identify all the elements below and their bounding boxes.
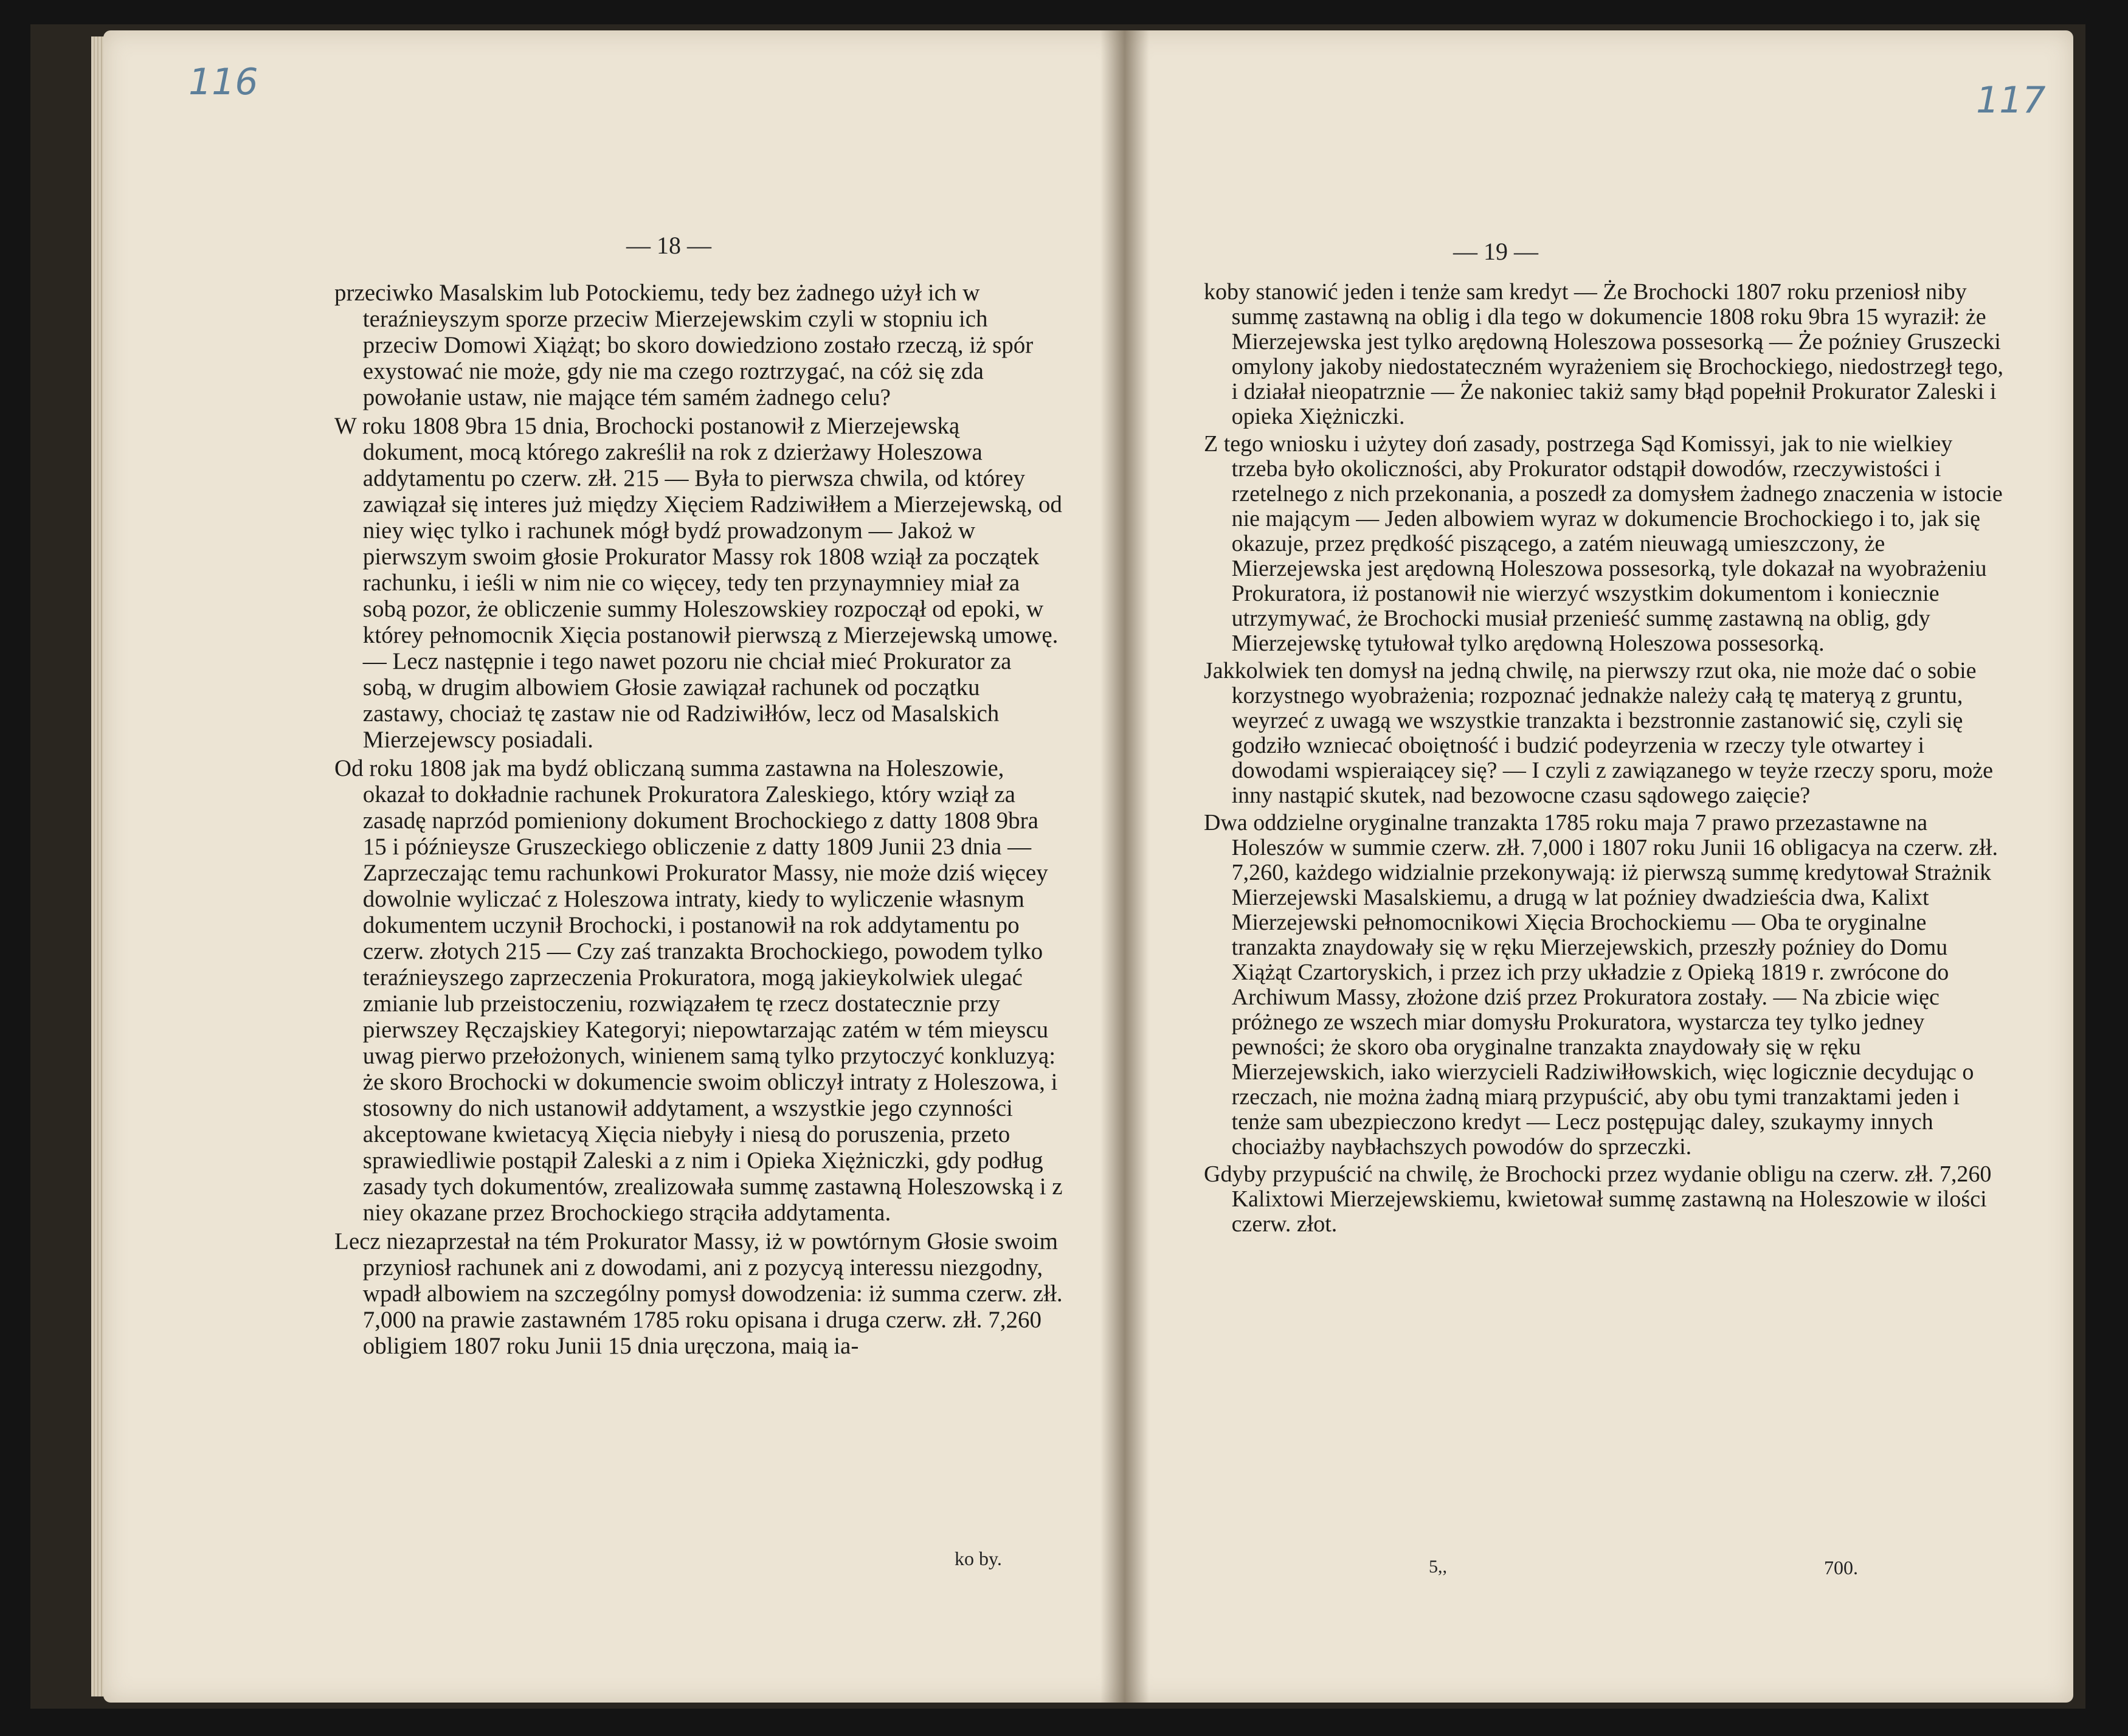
paragraph: Z tego wniosku i użytey doń zasady, postrzega Sąd Komissyi, jak to nie wielkiey trzeba było okoliczności, aby Prokurator odstąpił dowodów, rzeczywistości i rzetelnego z nich przekonania, a poszedł za domysłem żadnego znaczenia w istocie nie mającym — Jeden albowiem wyraz w dokumencie Brochockiego i to, jak się okazuje, przez prędkość piszącego, a zatém nieuwagą umieszczony, że Mierzejewska jest arędowną Holeszowa possesorką, tyle dokazał na wyobrażeniu Prokuratora, iż postanowił nie wierzyć wszystkim dokumentom i koniecznie utrzymywać, że Brochocki musiał przenieść summę zastawną na oblig, gdy Mierzejewskę tytułował tylko arędowną Holeszowa possesorką.	[1204, 431, 2003, 656]
page-number-right: — 19 —	[1453, 238, 1538, 265]
catchword-left: ko by.	[955, 1548, 1002, 1569]
paragraph: W roku 1808 9bra 15 dnia, Brochocki postanowił z Mierzejewską dokument, mocą którego zakreślił na rok z dzierżawy Holeszowa addytamentu po czerw. złł. 215 — Była to pierwsza chwila, od którey zawiązał się interes już między Xięciem Radziwiłłem a Mierzejewską, od niey więc tylko i rachunek mógł bydź prowadzonym — Jakoż w pierwszym swoim głosie Prokurator Massy rok 1808 wziął za początek rachunku, i ieśli w nim nie co więcey, tedy ten przynaymniey miał za sobą pozor, że obliczenie summy Holeszowskiey rozpoczął od epoki, w którey pełnomocnik Xięcia postanowił pierwszą z Mierzejewską umowę. — Lecz następnie i tego nawet pozoru nie chciał mieć Prokurator za sobą, w drugim albowiem Głosie zawiązał rachunek od początku zastawy, chociaż tę zastaw nie od Radziwiłłów, lecz od Masalskich Mierzejewscy posiadali.	[334, 413, 1062, 753]
signature-mark: 5,,	[1429, 1557, 1447, 1577]
left-page-text	[334, 280, 1064, 1361]
catchword-right: 700.	[1824, 1557, 1858, 1579]
paragraph: Lecz niezaprzestał na tém Prokurator Massy, iż w powtórnym Głosie swoim przyniosł rachunek ani z dowodami, ani z pozycyą interessu niezgodny, wpadł albowiem na szczególny pomysł dowodzenia: iż summa czerw. złł. 7,000 na prawie zastawném 1785 roku opisana i druga czerw. złł. 7,260 obligiem 1807 roku Junii 15 dnia uręczona, maią ia-	[334, 1228, 1063, 1359]
left-page	[103, 30, 1125, 1703]
folio-mark-right: 117	[1976, 79, 2046, 122]
paragraph: Gdyby przypuścić na chwilę, że Brochocki przez wydanie obligu na czerw. złł. 7,260 Kalixtowi Mierzejewskiemu, kwietował summę zastawną na Holeszowie w ilości czerw. złot.	[1204, 1161, 1992, 1237]
paragraph: Jakkolwiek ten domysł na jedną chwilę, na pierwszy rzut oka, nie może dać o sobie korzystnego wyobrażenia; rozpoznać jednakże należy całą tę materyą z gruntu, weyrzeć z uwagą we wszystkie tranzakta i bezstronnie zastanowić się, czyli się godziło wzniecać oboiętność i budzić podeyrzenia w rzeczy tyle otwartey i dowodami wspieraiącey się? — I czyli z zawiązanego w teyże rzeczy sporu, może inny nastąpić skutek, nad bezowocne czasu sądowego zaięcie?	[1204, 658, 1993, 808]
paragraph: przeciwko Masalskim lub Potockiemu, tedy bez żadnego użył ich w teraźnieyszym sporze przeciw Mierzejewskim czyli w stopniu ich przeciw Domowi Xiążąt; bo skoro dowiedziono zostało rzeczą, iż spór exystować nie może, gdy nie ma czego roztrzygać, na cóż się zda powołanie ustaw, nie mające tém samém żadnego celu?	[334, 280, 1034, 410]
paragraph: Dwa oddzielne oryginalne tranzakta 1785 roku maja 7 prawo przezastawne na Holeszów w summie czerw. złł. 7,000 i 1807 roku Junii 16 obligacya na czerw. złł. 7,260, każdego widzialnie przekonywają: iż pierwszą summę kredytował Strażnik Mierzejewski Masalskiemu, a drugą w lat poźniey dwadzieścia dwa, Kalixt Mierzejewski pełnomocnikowi Xięcia Brochockiemu — Oba te oryginalne tranzakta znaydowały się w ręku Mierzejewskich, przeszły poźniey do Domu Xiążąt Czartoryskich, i przez ich przy układzie z Opieką 1819 r. zwrócone do Archiwum Massy, złożone dziś przez Prokuratora zostały. — Na zbicie więc próżnego ze wszech miar domysłu Prokuratora, wystarcza tey tylko jedney pewności; że skoro oba oryginalne tranzakta znaydowały się w ręku Mierzejewskich, iako wierzycieli Radziwiłłowskich, więc logicznie decydując o rzeczach, nie można żadną miarą przypuścić, aby obu tymi tranzaktami jeden i tenże sam ubezpieczono kredyt — Lecz postępując daley, szukaymy innych chociażby naybłachszych powodów do sprzeczki.	[1204, 810, 1998, 1160]
paragraph: Od roku 1808 jak ma bydź obliczaną summa zastawna na Holeszowie, okazał to dokładnie rachunek Prokuratora Zaleskiego, który wziął za zasadę naprzód pomieniony dokument Brochockiego z datty 1808 9bra 15 i późnieysze Gruszeckiego obliczenie z datty 1809 Junii 23 dnia — Zaprzeczając temu rachunkowi Prokurator Massy, nie może dziś więcey dowolnie wyliczać z Holeszowa intraty, kiedy to wyliczenie własnym dokumentem uczynił Brochocki, i postanowił na rok addytamentu po czerw. złotych 215 — Czy zaś tranzakta Brochockiego, powodem tylko teraźnieyszego zaprzeczenia Prokuratora, mogą jakieykolwiek ulegać zmianie lub przeistoczeniu, rozwiązałem tę rzecz dostatecznie przy pierwszey Ręczajskiey Kategoryi; niepowtarzając zatém w tém mieyscu uwag pierwo przełożonych, winienem samą tylko przytoczyć konkluzyą: że skoro Brochocki w dokumencie swoim obliczył intraty z Holeszowa, i stosowny do nich ustanowił addytament, a wszystkie jego czynności akceptowane kwietacyą Xięcia niebyły i niesą do poruszenia, przeto sprawiedliwie postąpił Zaleski a z nim i Opieka Xiężniczki, gdy podług zasady tych dokumentów, zrealizowała summę zastawną Holeszowską i z niey okazane przez Brochockiego strąciła addytamenta.	[334, 755, 1063, 1226]
page-number-left: — 18 —	[626, 232, 711, 259]
folio-mark-left: 116	[188, 61, 258, 103]
book-scan	[30, 24, 2085, 1709]
right-page	[1125, 30, 2073, 1703]
book-gutter	[1100, 30, 1149, 1703]
right-page-text	[1204, 280, 2012, 1239]
paragraph: koby stanowić jeden i tenże sam kredyt — Że Brochocki 1807 roku przeniosł niby summę zastawną na oblig i dla tego w dokumencie 1808 roku 9bra 15 wyraził: że Mierzejewska jest tylko arędowną Holeszowa possesorką — Że poźniey Gruszecki omylony jakoby niedostateczném wyrażeniem się Brochockiego, niedostrzegł tego, i działał nieopatrznie — Że nakoniec takiż samy błąd popełnił Prokurator Zaleski i opieka Xiężniczki.	[1204, 279, 2004, 429]
